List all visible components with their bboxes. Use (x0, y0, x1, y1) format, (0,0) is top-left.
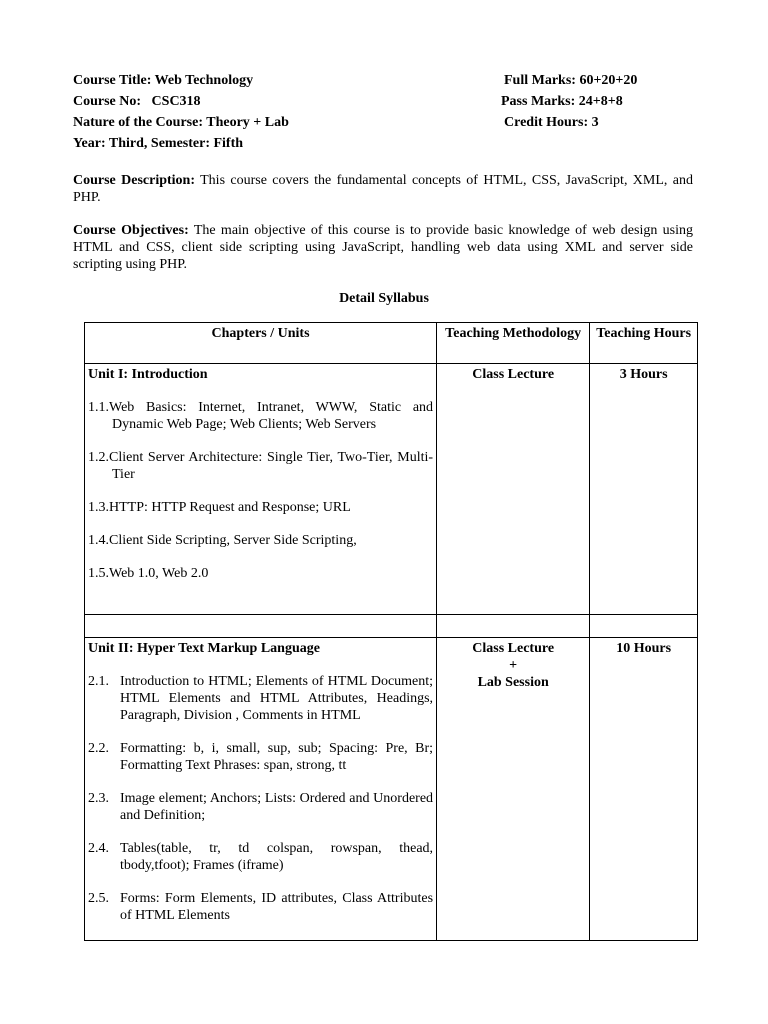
list-item: 1.4.Client Side Scripting, Server Side Scripting, (88, 533, 357, 548)
course-number-value: CSC318 (151, 94, 201, 109)
item-text: Forms: Form Elements, ID attributes, Class Attributes of HTML Elements (120, 891, 434, 923)
header-teaching-hours: Teaching Hours (590, 323, 698, 364)
list-item: 1.5.Web 1.0, Web 2.0 (88, 566, 209, 581)
list-item (88, 673, 433, 724)
header-chapters-units: Chapters / Units (85, 323, 437, 364)
course-year: Year: Third, Semester: Fifth (73, 136, 244, 151)
unit-2-methodology (437, 638, 590, 941)
list-item: 1.3.HTTP: HTTP Request and Response; URL (88, 500, 351, 515)
unit-2-hours: 10 Hours (590, 638, 698, 941)
unit-2-chapters (85, 638, 437, 941)
credit-hours: Credit Hours: 3 (504, 115, 599, 130)
list-item: 1.1.Web Basics: Internet, Intranet, WWW, Static and Dynamic Web Page; Web Clients; Web Servers (88, 400, 434, 432)
pass-marks: Pass Marks: 24+8+8 (501, 94, 623, 109)
course-description-label: Course Description: (73, 173, 196, 188)
item-text: Image element; Anchors; Lists: Ordered and Unordered and Definition; (120, 791, 434, 823)
item-number: 2.3. (88, 791, 109, 806)
list-item (88, 740, 433, 774)
syllabus-title: Detail Syllabus (339, 291, 429, 306)
list-item: 1.2.Client Server Architecture: Single Tier, Two-Tier, Multi-Tier (88, 450, 434, 482)
item-number: 2.4. (88, 841, 109, 856)
course-description-text: This course covers the fundamental concepts of HTML, CSS, JavaScript, XML, and PHP. (73, 173, 693, 205)
item-number: 2.2. (88, 741, 109, 756)
table-row-unit-2 (85, 638, 698, 941)
spacer-cell (590, 615, 698, 638)
list-item (88, 790, 433, 824)
unit-2-methodology-line-3: Lab Session (477, 675, 549, 690)
item-text: Formatting: b, i, small, sup, sub; Spacing: Pre, Br; Formatting Text Phrases: span, strong, tt (120, 741, 434, 773)
list-item (88, 890, 433, 924)
course-objectives-text: The main objective of this course is to provide basic knowledge of web design using HTML and CSS, client side scripting using JavaScript, handling web data using XML and server side scripting using PHP. (73, 223, 693, 272)
item-text: Introduction to HTML; Elements of HTML Document; HTML Elements and HTML Attributes, Headings, Paragraph, Division , Comments in HTML (120, 674, 434, 723)
course-objectives (73, 222, 693, 273)
table-row-spacer (85, 615, 698, 638)
syllabus-table (84, 322, 698, 941)
unit-1-chapters (85, 364, 437, 615)
spacer-cell (85, 615, 437, 638)
unit-1-methodology: Class Lecture (437, 364, 590, 615)
unit-2-methodology-line-1: Class Lecture (472, 641, 555, 656)
item-number: 2.1. (88, 674, 109, 689)
course-number-label: Course No: (73, 94, 142, 109)
unit-2-title: Unit II: Hyper Text Markup Language (88, 641, 320, 656)
unit-1-title: Unit I: Introduction (88, 367, 208, 382)
unit-2-methodology-line-2: + (509, 658, 518, 673)
course-nature: Nature of the Course: Theory + Lab (73, 115, 289, 130)
spacer-cell (437, 615, 590, 638)
item-text: Tables(table, tr, td colspan, rowspan, thead, tbody,tfoot); Frames (iframe) (120, 841, 434, 873)
table-row-unit-1 (85, 364, 698, 615)
unit-1-hours: 3 Hours (590, 364, 698, 615)
course-title: Course Title: Web Technology (73, 73, 254, 88)
course-number (73, 93, 201, 110)
course-objectives-label: Course Objectives: (73, 223, 189, 238)
full-marks: Full Marks: 60+20+20 (504, 73, 638, 88)
item-number: 2.5. (88, 891, 109, 906)
header-teaching-methodology: Teaching Methodology (437, 323, 590, 364)
table-header-row (85, 323, 698, 364)
course-description (73, 172, 693, 206)
list-item (88, 840, 433, 874)
